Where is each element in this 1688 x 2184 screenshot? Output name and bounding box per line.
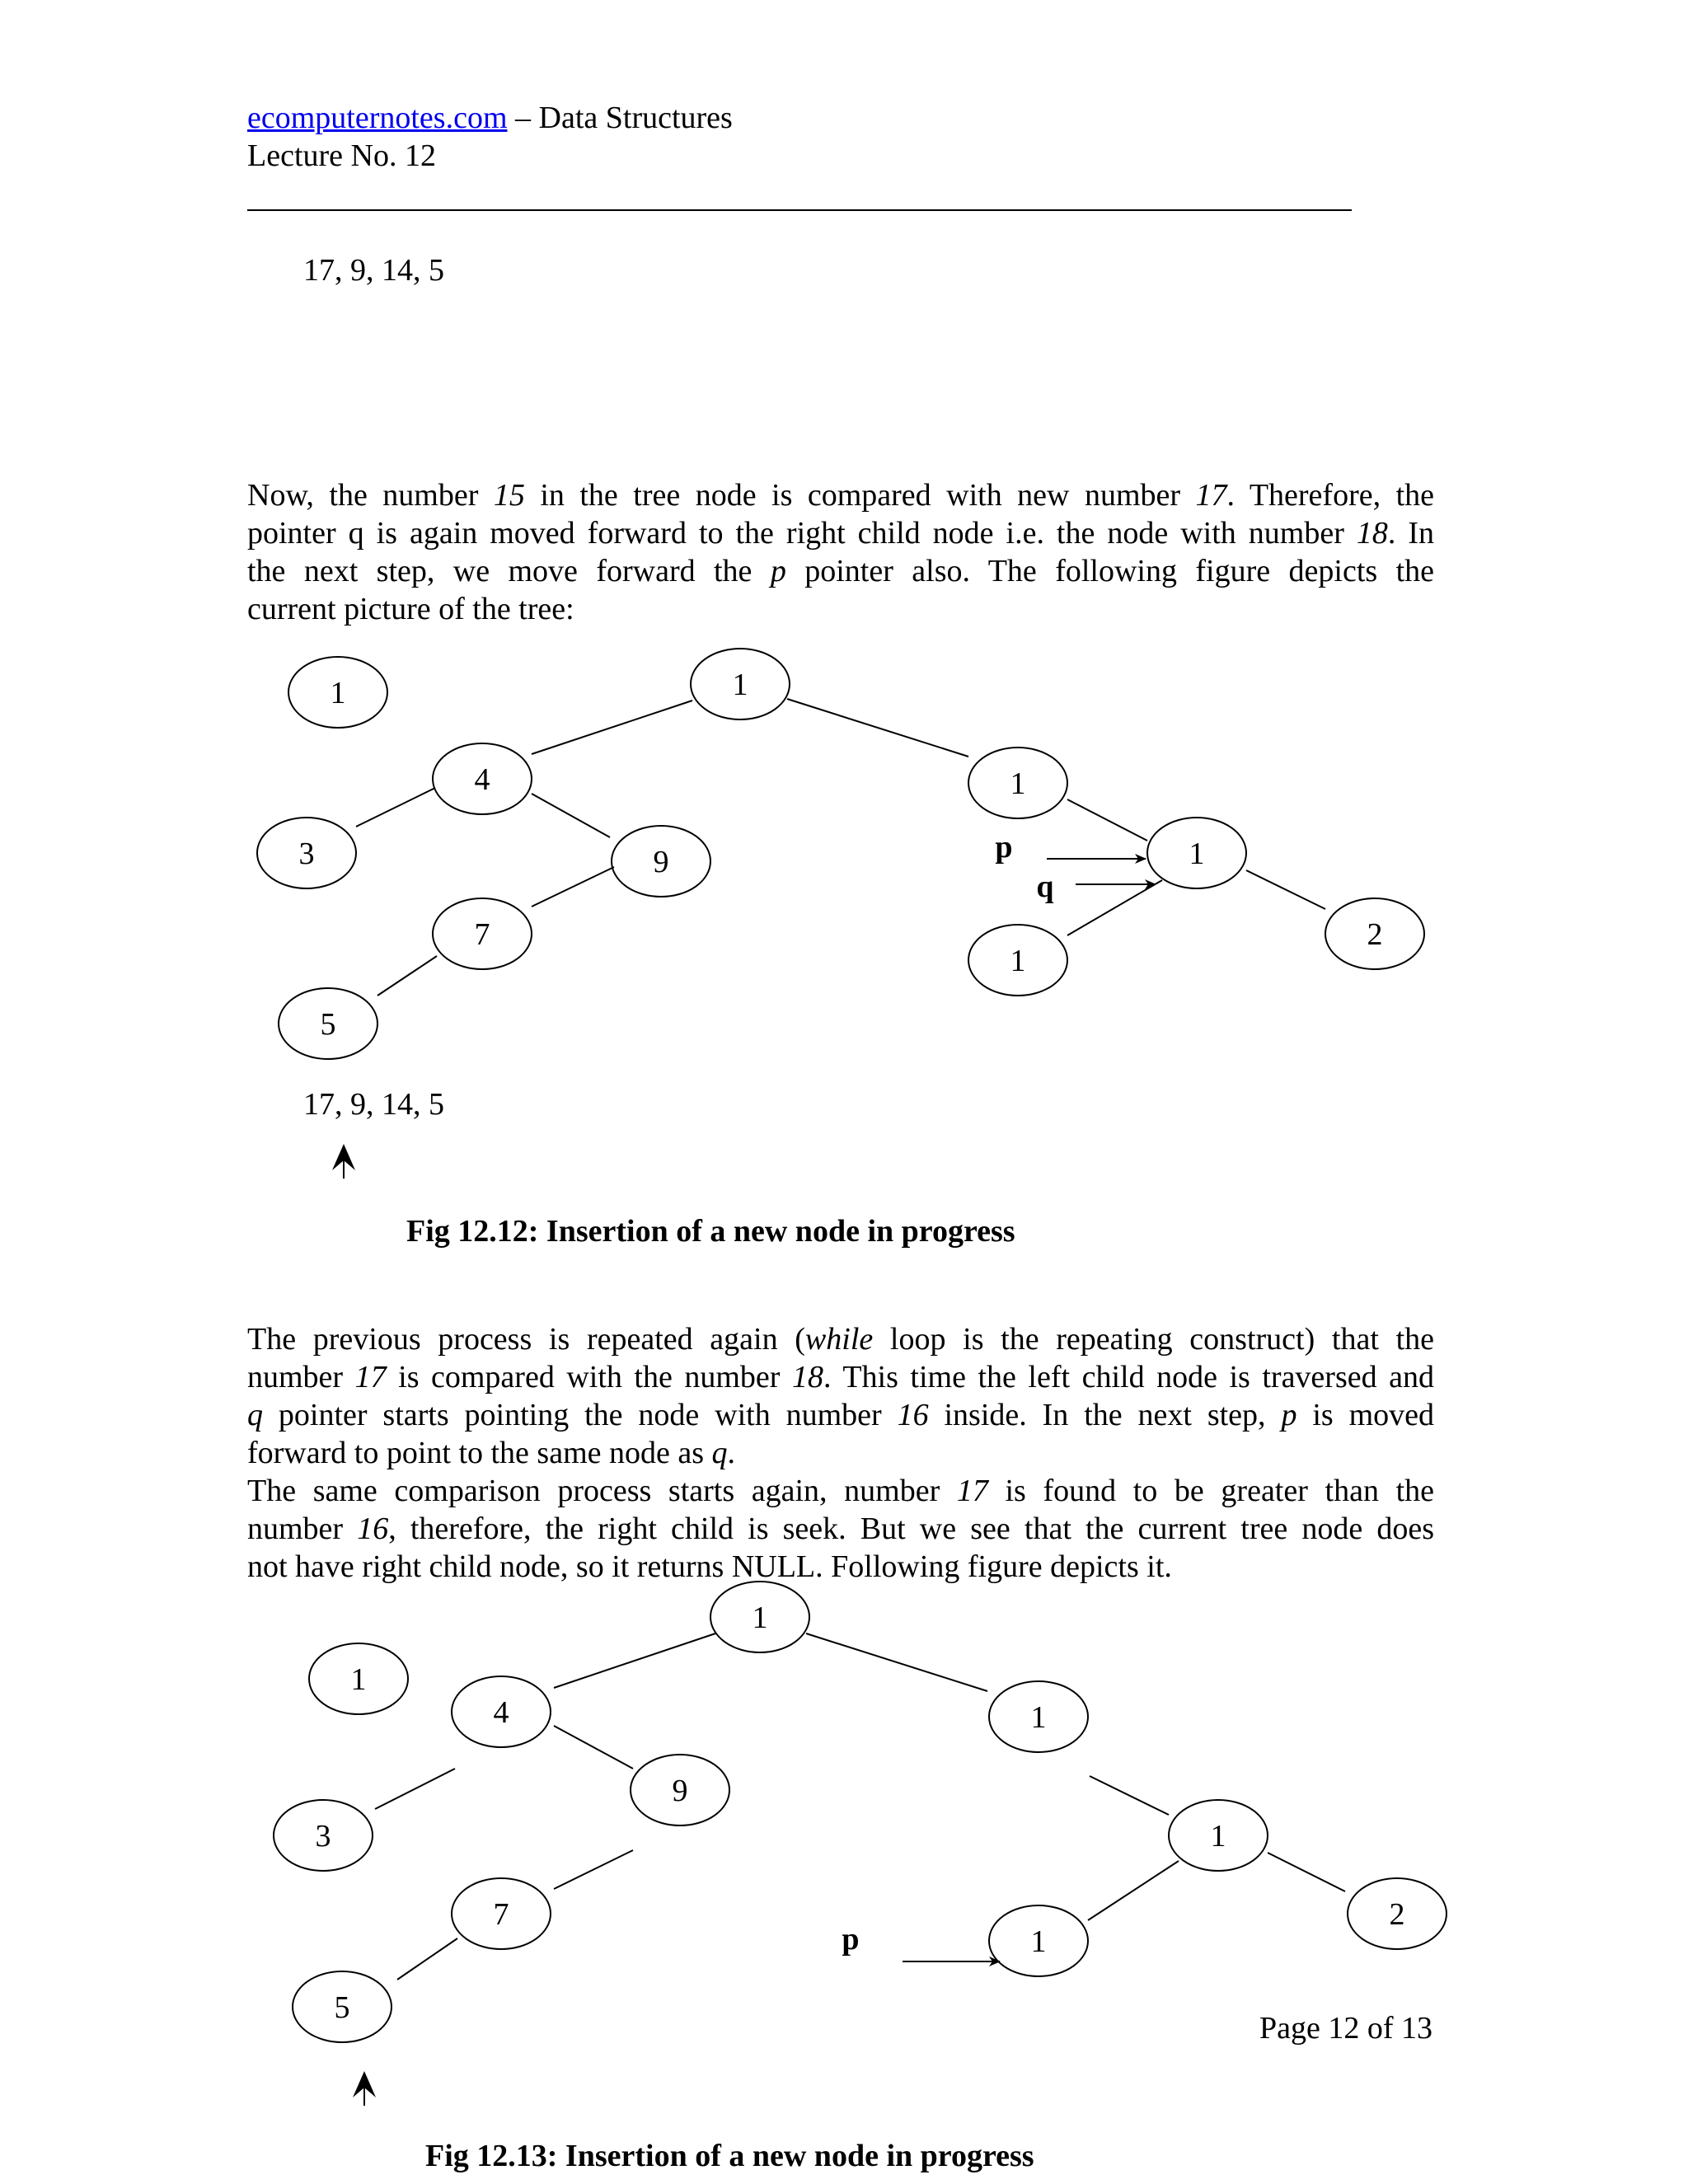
paragraph-1-line-4: current picture of the tree: xyxy=(247,592,574,626)
fig13-node-label: 1 xyxy=(1030,1924,1047,1959)
fig13-edge-7-5 xyxy=(397,1938,457,1980)
fig13-edge-node-2 xyxy=(1268,1853,1345,1891)
fig12-node-label: 9 xyxy=(653,845,669,879)
paragraph-1-line-1: Now, the number 15 in the tree node is compared with new number 17. Therefore, the xyxy=(247,478,1434,513)
fig12-node-label: 1 xyxy=(732,668,748,702)
fig13-node-label: 5 xyxy=(334,1990,350,2025)
fig12-node-label: 5 xyxy=(320,1007,336,1042)
fig13-node-label: 3 xyxy=(315,1819,331,1854)
paragraph-2-line-4: forward to point to the same node as q. xyxy=(247,1436,736,1470)
paragraph-1-line-3: the next step, we move forward the p pointer also. The following figure depicts the xyxy=(247,554,1434,588)
paragraph-3-line-2: number 16, therefore, the right child is seek. But we see that the current tree node does xyxy=(247,1511,1434,1546)
fig13-caption: Fig 12.13: Insertion of a new node in progress xyxy=(425,2139,1034,2173)
fig13-edge-9-7 xyxy=(554,1850,633,1889)
fig12-node-label: 2 xyxy=(1367,917,1383,952)
fig12-node-label: 4 xyxy=(474,762,490,797)
fig13-node-label: 1 xyxy=(1030,1700,1047,1735)
fig12-node-label: 1 xyxy=(330,676,346,710)
paragraph-1-line-2: pointer q is again moved forward to the right child node i.e. the node with number 18. In xyxy=(247,516,1434,551)
paragraph-2-line-2: number 17 is compared with the number 18. This time the left child node is traversed and xyxy=(247,1360,1434,1394)
fig13-edge-4-9 xyxy=(554,1726,633,1769)
fig13-edge-right-node xyxy=(1090,1776,1169,1815)
lecture-number: Lecture No. 12 xyxy=(247,138,436,173)
fig13-node-label: 9 xyxy=(672,1774,688,1808)
fig12-sequence: 17, 9, 14, 5 xyxy=(303,1087,444,1122)
fig13-node-label: 1 xyxy=(350,1662,367,1697)
paragraph-3-line-3: not have right child node, so it returns NULL. Following figure depicts it. xyxy=(247,1549,1172,1584)
fig13-node-label: 2 xyxy=(1389,1897,1405,1932)
paragraph-2-line-1: The previous process is repeated again (while loop is the repeating construct) that the xyxy=(247,1322,1435,1357)
fig12-node-label: 1 xyxy=(1010,944,1026,978)
fig13-node-label: 1 xyxy=(752,1601,768,1635)
header-title-suffix: – Data Structures xyxy=(507,101,733,135)
fig13-pointer-p-label: p xyxy=(842,1922,860,1957)
fig13-node-label: 7 xyxy=(493,1897,509,1932)
fig12-node-label: 1 xyxy=(1010,766,1026,801)
fig13-edge-root-right xyxy=(806,1633,987,1691)
fig12-node-label: 1 xyxy=(1189,837,1205,871)
site-link[interactable]: ecomputernotes.com xyxy=(247,101,508,135)
top-sequence: 17, 9, 14, 5 xyxy=(303,253,444,288)
fig12-node-label: 7 xyxy=(474,917,490,952)
fig12-caption: Fig 12.12: Insertion of a new node in progress xyxy=(406,1214,1015,1249)
paragraph-3-line-1: The same comparison process starts again, number 17 is found to be greater than the xyxy=(247,1474,1434,1508)
fig13-node-label: 4 xyxy=(493,1695,509,1730)
fig13-edge-root-4 xyxy=(554,1633,715,1688)
paragraph-2-line-3: q pointer starts pointing the node with number 16 inside. In the next step, p is moved xyxy=(247,1398,1434,1432)
page-number: Page 12 of 13 xyxy=(1259,2011,1433,2046)
fig12-node-label: 3 xyxy=(298,837,315,871)
fig13-edge-node-left xyxy=(1088,1861,1179,1920)
fig12-pointer-p-label: p xyxy=(995,830,1013,865)
fig12-pointer-q-label: q xyxy=(1036,869,1054,904)
fig13-edge-4-3 xyxy=(375,1769,455,1809)
fig13-node-label: 1 xyxy=(1210,1819,1226,1854)
